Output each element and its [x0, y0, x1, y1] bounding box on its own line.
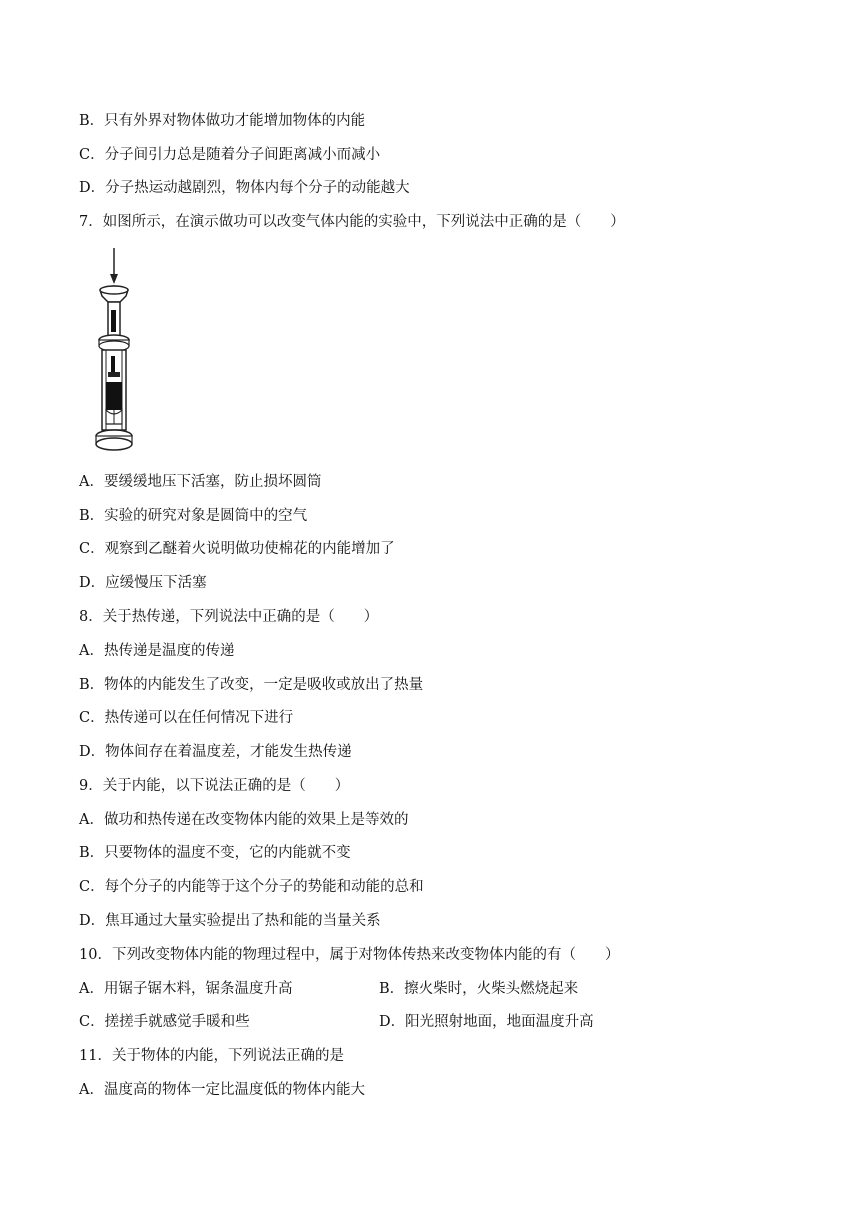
- q7-option-c: C．观察到乙醚着火说明做功使棉花的内能增加了: [79, 541, 395, 557]
- q8-stem: 8．关于热传递，下列说法中正确的是（ ）: [79, 609, 379, 625]
- q9-option-c: C．每个分子的内能等于这个分子的势能和动能的总和: [79, 879, 424, 895]
- q8-option-d: D．物体间存在着温度差，才能发生热传递: [79, 744, 352, 760]
- q10-stem: 10．下列改变物体内能的物理过程中，属于对物体传热来改变物体内能的有（ ）: [79, 947, 620, 963]
- q6-option-b: B．只有外界对物体做功才能增加物体的内能: [79, 113, 366, 129]
- q7-option-b: B．实验的研究对象是圆筒中的空气: [79, 508, 308, 524]
- q9-stem: 9．关于内能，以下说法正确的是（ ）: [79, 778, 350, 794]
- q10-option-d: D．阳光照射地面，地面温度升高: [379, 1014, 594, 1030]
- q10-option-a: A．用锯子锯木料，锯条温度升高: [79, 981, 293, 997]
- q8-option-b: B．物体的内能发生了改变，一定是吸收或放出了热量: [79, 677, 424, 693]
- q6-option-d: D．分子热运动越剧烈，物体内每个分子的动能越大: [79, 180, 410, 196]
- q7-option-a: A．要缓缓地压下活塞，防止损坏圆筒: [79, 474, 322, 490]
- q9-option-b: B．只要物体的温度不变，它的内能就不变: [79, 845, 351, 861]
- q7-option-d: D．应缓慢压下活塞: [79, 575, 207, 591]
- q11-option-a: A．温度高的物体一定比温度低的物体内能大: [79, 1082, 365, 1098]
- q9-option-a: A．做功和热传递在改变物体内能的效果上是等效的: [79, 812, 409, 828]
- piston-apparatus-figure: [86, 246, 142, 454]
- q10-option-b: B．擦火柴时，火柴头燃烧起来: [379, 981, 579, 997]
- q8-option-c: C．热传递可以在任何情况下进行: [79, 710, 294, 726]
- q8-option-a: A．热传递是温度的传递: [79, 643, 235, 659]
- q7-stem: 7．如图所示，在演示做功可以改变气体内能的实验中，下列说法中正确的是（ ）: [79, 214, 625, 230]
- q9-option-d: D．焦耳通过大量实验提出了热和能的当量关系: [79, 913, 381, 929]
- q11-stem: 11．关于物体的内能，下列说法正确的是: [79, 1048, 344, 1064]
- q10-option-c: C．搓搓手就感觉手暖和些: [79, 1014, 250, 1030]
- q6-option-c: C．分子间引力总是随着分子间距离减小而减小: [79, 147, 381, 163]
